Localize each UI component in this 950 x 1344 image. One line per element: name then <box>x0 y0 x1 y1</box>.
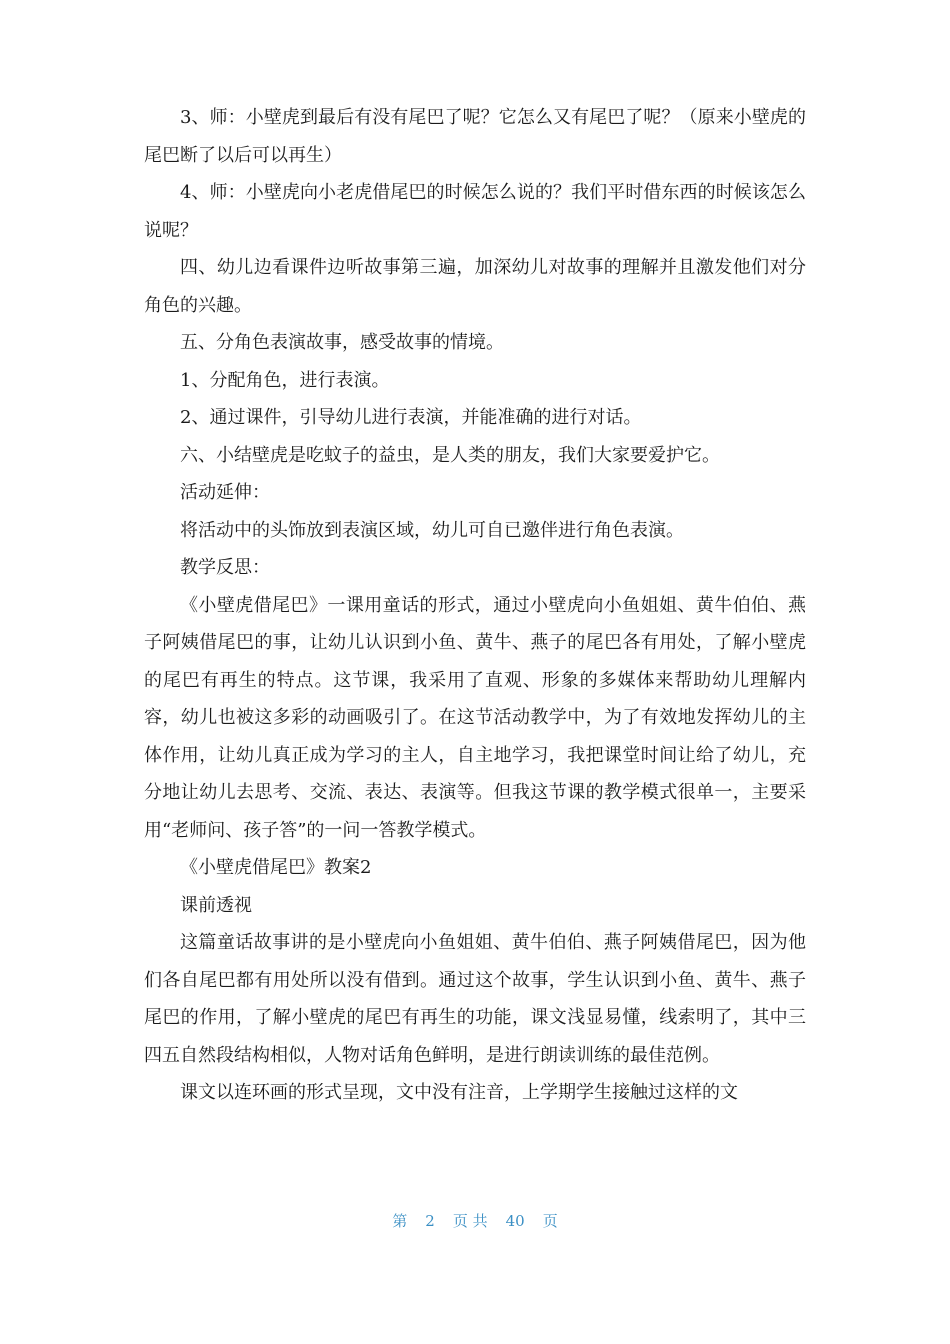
paragraph: 1、分配角色，进行表演。 <box>180 369 390 391</box>
section-label: 教学反思： <box>180 557 270 578</box>
section-label: 课前透视 <box>180 894 252 916</box>
paragraph: 五、分角色表演故事，感受故事的情境。 <box>180 332 504 353</box>
footer-middle: 页 共 <box>452 1212 488 1230</box>
footer-prefix: 第 <box>392 1212 408 1230</box>
paragraph: 这篇童话故事讲的是小壁虎向小鱼姐姐、黄牛伯伯、燕子阿姨借尾巴，因为他们各自尾巴都有用处所以没有借到。通过这个故事，学生认识到小鱼、黄牛、燕子尾巴的作用，了解小壁虎的尾巴有再生的功能，课文浅显易懂，线索明了，其中三四五自然段结构相似，人物对话角色鲜明，是进行朗读训练的最佳范例。 <box>144 932 806 1066</box>
section-label: 活动延伸： <box>180 482 270 503</box>
section-heading: 《小壁虎借尾巴》教案2 <box>180 857 372 878</box>
paragraph: 4、师：小壁虎向小老虎借尾巴的时候怎么说的？我们平时借东西的时候该怎么说呢？ <box>144 182 806 241</box>
paragraph: 课文以连环画的形式呈现，文中没有注音，上学期学生接触过这样的文 <box>180 1082 738 1103</box>
page-footer <box>0 1210 950 1231</box>
paragraph: 四、幼儿边看课件边听故事第三遍，加深幼儿对故事的理解并且激发他们对分角色的兴趣。 <box>144 257 806 316</box>
paragraph: 3、师：小壁虎到最后有没有尾巴了呢？它怎么又有尾巴了呢？（原来小壁虎的尾巴断了以后可以再生） <box>144 107 806 166</box>
footer-current-page: 2 <box>425 1212 435 1230</box>
paragraph: 六、小结壁虎是吃蚊子的益虫，是人类的朋友，我们大家要爱护它。 <box>180 444 720 466</box>
paragraph: 将活动中的头饰放到表演区域，幼儿可自已邀伴进行角色表演。 <box>180 519 684 541</box>
document-body <box>144 99 806 1112</box>
paragraph: 《小壁虎借尾巴》一课用童话的形式，通过小壁虎向小鱼姐姐、黄牛伯伯、燕子阿姨借尾巴的事，让幼儿认识到小鱼、黄牛、燕子的尾巴各有用处，了解小壁虎的尾巴有再生的特点。这节课，我采用了直观、形象的多媒体来帮助幼儿理解内容，幼儿也被这多彩的动画吸引了。在这节活动教学中，为了有效地发挥幼儿的主体作用，让幼儿真正成为学习的主人，自主地学习，我把课堂时间让给了幼儿，充分地让幼儿去思考、交流、表达、表演等。但我这节课的教学模式很单一，主要采用“老师问、孩子答”的一问一答教学模式。 <box>144 594 806 841</box>
footer-total-pages: 40 <box>505 1212 525 1230</box>
footer-suffix: 页 <box>542 1212 558 1230</box>
paragraph: 2、通过课件，引导幼儿进行表演，并能准确的进行对话。 <box>180 407 642 428</box>
